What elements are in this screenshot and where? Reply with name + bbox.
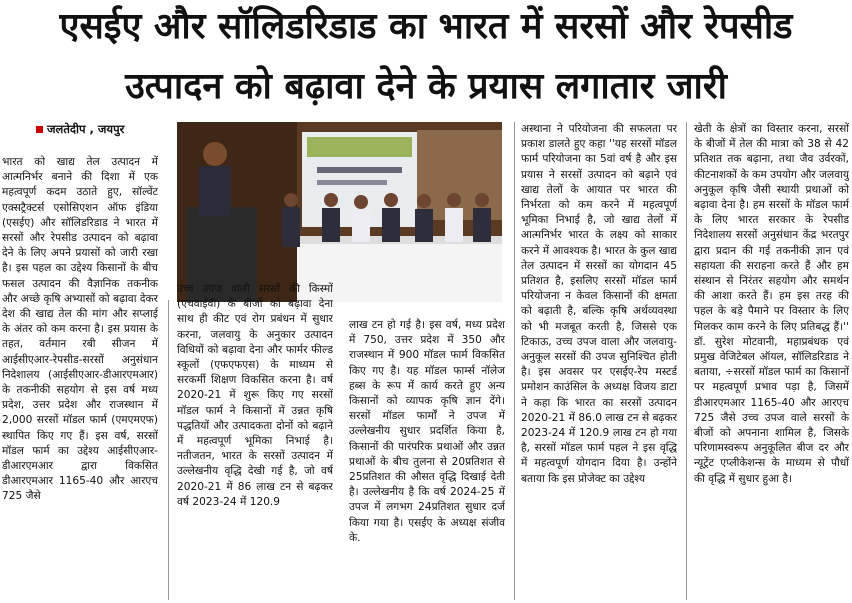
article-text: भारत को खाद्य तेल उत्पादन में आत्मनिर्भर बनाने की दिशा में एक महत्वपूर्ण कदम उठाते हुए, सॉल्वेंट एक्सट्रैक्टर्स एसोसिएशन ऑफ इंडिया (एसईए) और सॉलिडरिडाड ने भारत में सरसों और रेपसीड उत्पादन को बढ़ावा देने के लिए अपने प्रयासों को जारी रखा है। इस पहल का उद्देश्य किसानों के बीच फसल उत्पादन की वैज्ञानिक तकनीक और अच्छे कृषि अभ्यासों को बढ़ावा देकर देश की खाद्य तेल की मांग और सप्लाई के अंतर को कम करना है। इस प्रयास के तहत, वर्तमान रबी सीजन में आईसीएआर-रेपसीड-सरसों अनुसंधान निदेशालय (आईसीएआर-डीआरएमआर) के तकनीकी सहयोग से इस वर्ष मध्य प्रदेश, उत्तर प्रदेश और राजस्थान में 2,000 सरसों मॉडल फार्म (एमएमएफ) स्थापित किए गए हैं। इस वर्ष, सरसों मॉडल फार्म का उद्देश्य आईसीएआर-डीआरएमआर द्वारा विकसित डीआरएमआर 1165-40 और आरएच 725 जैसे	[2, 156, 158, 503]
article-column-3	[349, 318, 505, 601]
article-column-5	[694, 122, 849, 601]
article-column-4	[521, 122, 677, 601]
byline-text: जलतेदीप , जयपुर	[47, 122, 125, 136]
article-text: लाख टन हो गई है। इस वर्ष, मध्य प्रदेश में 750, उत्तर प्रदेश में 350 और राजस्थान में 900 मॉडल फार्म विकसित किए गए है। यह मॉडल फार्म्स नॉलेज हब्स के रूप में कार्य करते हुए अन्य किसानों को व्यापक कृषि ज्ञान देंगे। सरसों मॉडल फार्मों ने उपज में उल्लेखनीय सुधार प्रदर्शित किया है, किसानों की पारंपरिक प्रथाओं और उन्नत प्रथाओं के बीच तुलना से 20प्रतिशत से 25प्रतिशत की औसत वृद्धि दिखाई देती है। उल्लेखनीय है कि वर्ष 2024-25 में उपज में लगभग 24प्रतिशत सुधार दर्ज किया गया है। एसईए के अध्यक्ष संजीव के.	[349, 319, 505, 544]
article-text: उच्च उपज वाली सरसों की किस्मों (एचवाईवी) के बीजों को बढ़ावा देना साथ ही कीट एवं रोग प्रबंधन में सुधार करना, जलवायु के अनुकार उत्पादन विधियों को बढ़ावा देना और फार्मर फील्ड स्कूलों (एफएफएस) के माध्यम से सरकर्मी शिक्षण विकसित करना है। वर्ष 2020-21 में शुरू किए गए सरसों मॉडल फार्म ने किसानों में उन्नत कृषि पद्धतियों और उत्पादकता दोनों को बढ़ाने में महत्वपूर्ण भूमिका निभाई है। नतीजतन, भारत के सरसों उत्पादन में उल्लेखनीय वृद्धि देखी गई है, जो वर्ष 2020-21 में 86 लाख टन से बढ़कर वर्ष 2023-24 में 120.9	[177, 283, 333, 508]
article-column-1	[2, 155, 158, 601]
byline	[36, 122, 124, 137]
article-column-2	[177, 282, 333, 601]
headline-line-2: उत्पादन को बढ़ावा देने के प्रयास लगातार जारी	[125, 66, 727, 107]
byline-marker-icon	[36, 126, 43, 133]
article-text: खेती के क्षेत्रों का विस्तार करना, सरसों के बीजों में तेल की मात्रा को 38 से 42 प्रतिशत तक बढ़ाना, तथा जैव उर्वरकों, कीटनाशकों के कम उपयोग और जलवायु अनुकूल कृषि जैसी स्थायी प्रथाओं को बढ़ावा देना है। हम सरसों के मॉडल फार्म के लिए भारत सरकार के रेपसीड निदेशालय सरसों अनुसंधान केंद्र भरतपुर द्वारा प्रदान की गई तकनीकी ज्ञान एवं सहायता की सराहना करते हैं और हम संस्थान से निरंतर सहयोग और समर्थन की आशा करते हैं। हम इस तरह की पहल के बड़े पैमाने पर विस्तार के लिए मिलकर काम करने के लिए प्रतिबद्ध हैं।'' डॉ. सुरेश मोटवानी, महाप्रबंधक एवं प्रमुख वेजिटेबल ऑयल, सॉलिडरिडाड ने बताया, ÷सरसों मॉडल फार्म का किसानों पर महत्वपूर्ण प्रभाव पड़ा है, जिसमें डीआरएमआर 1165-40 और आरएच 725 जैसे उच्च उपज वाले सरसों के बीजों को अपनाना शामिल है, जिसके परिणामस्वरूप अनुकूलित बीज दर और न्यूट्रेंट एप्लीकेशन्स के माध्यम से पौधों की वृद्धि में सुधार हुआ है।	[694, 123, 849, 485]
news-photo	[177, 122, 502, 302]
headline-line-1: एसईए और सॉलिडरिडाड का भारत में सरसों और रेपसीड	[59, 6, 793, 47]
article-text: अस्थाना ने परियोजना की सफलता पर प्रकाश डालते हुए कहा ''यह सरसों मॉडल फार्म परियोजना का 5वां वर्ष है और इस प्रयास ने सरसों उत्पादन को बढ़ाने एवं खाद्य तेलों के आयात पर भारत की निर्भरता को कम करने में महत्वपूर्ण भूमिका निभाई है, जो खाद्य तेलों में आत्मनिर्भर भारत के लक्ष्य को साकार करने में आवश्यक है। भारत के कुल खाद्य तेल उत्पादन में सरसों का योगदान 45 प्रतिशत है, इसलिए सरसों मॉडल फार्म परियोजना न केवल किसानों की क्षमता को बढ़ाती है, बल्कि कृषि अर्थव्यवस्था को भी मजबूत करती है, जिससे एक टिकाऊ, उच्च उपज वाला और जलवायु-अनुकूल सरसों की उपज सुनिश्चित होती है। इस अवसर पर एसईए-रेप मस्टर्ड प्रमोशन काउंसिल के अध्यक्ष विजय डाटा ने कहा कि भारत का सरसों उत्पादन 2020-21 में 86.0 लाख टन से बढ़कर 2023-24 में 120.9 लाख टन हो गया है, सरसों मॉडल फार्म पहल ने इस वृद्धि में महत्वपूर्ण योगदान दिया है। उन्होंने बताया कि इस प्रोजेक्ट का उद्देश्य	[521, 123, 677, 485]
